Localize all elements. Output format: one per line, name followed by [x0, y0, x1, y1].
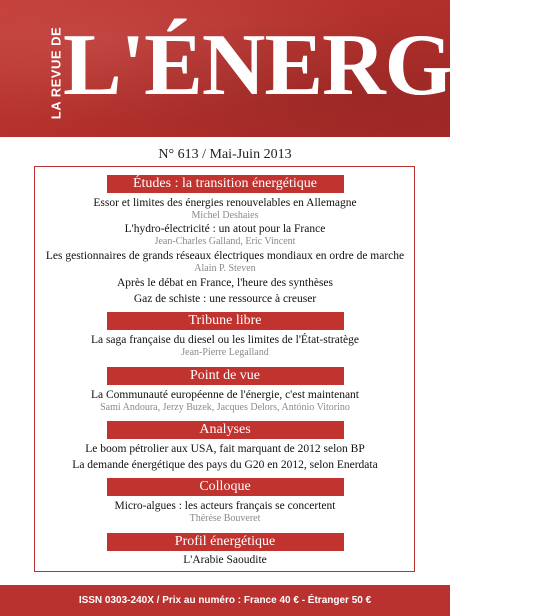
section-header-profil-energetique — [0, 532, 450, 551]
article-title: Après le débat en France, l'heure des synthèses — [116, 277, 334, 289]
article-title: L'Arabie Saoudite — [183, 554, 267, 566]
magazine-title: L'ÉNERGIE — [63, 17, 543, 114]
article-title: L'hydro-électricité : un atout pour la France — [124, 223, 326, 235]
article-title: Gaz de schiste : une ressource à creuser — [133, 293, 317, 305]
article-title: Micro-algues : les acteurs français se concertent — [114, 500, 336, 512]
section-header-label: Tribune libre — [107, 312, 344, 330]
article-title: La demande énergétique des pays du G20 en 2012, selon Enerdata — [72, 459, 378, 471]
section-header-label: Profil énergétique — [107, 533, 344, 551]
article-title: Essor et limites des énergies renouvelables en Allemagne — [93, 197, 357, 209]
article-title: Les gestionnaires de grands réseaux électriques mondiaux en ordre de marche — [45, 250, 405, 262]
section-header-colloque — [0, 477, 450, 496]
footer-band — [0, 585, 450, 616]
article-title: La saga française du diesel ou les limites de l'État-stratège — [90, 334, 360, 346]
article-author: Alain P. Steven — [194, 263, 256, 274]
section-header-tribune-libre — [0, 311, 450, 330]
section-header-label: Études : la transition énergétique — [107, 175, 344, 193]
article-author: Jean-Pierre Legalland — [181, 347, 269, 358]
section-header-label: Point de vue — [107, 367, 344, 385]
article-title: La Communauté européenne de l'énergie, c'est maintenant — [90, 389, 359, 401]
article-author: Sami Andoura, Jerzy Buzek, Jacques Delors, António Vitorino — [100, 402, 350, 413]
footer-issn-price: ISSN 0303-240X / Prix au numéro : France 40 € - Étranger 50 € — [78, 595, 372, 606]
article-author: Thérèse Bouveret — [189, 513, 261, 524]
section-header-etudes — [0, 174, 450, 193]
article-title: Le boom pétrolier aux USA, fait marquant de 2012 selon BP — [85, 443, 365, 455]
side-label-text: LA REVUE DE — [48, 26, 64, 120]
article-author: Jean-Charles Galland, Eric Vincent — [154, 236, 296, 247]
section-header-label: Analyses — [107, 421, 344, 439]
section-header-label: Colloque — [107, 478, 344, 496]
masthead — [0, 0, 543, 137]
section-header-analyses — [0, 420, 450, 439]
article-author: Michel Deshaies — [191, 210, 259, 221]
section-header-point-de-vue — [0, 366, 450, 385]
issue-number: N° 613 / Mai-Juin 2013 — [158, 147, 292, 162]
